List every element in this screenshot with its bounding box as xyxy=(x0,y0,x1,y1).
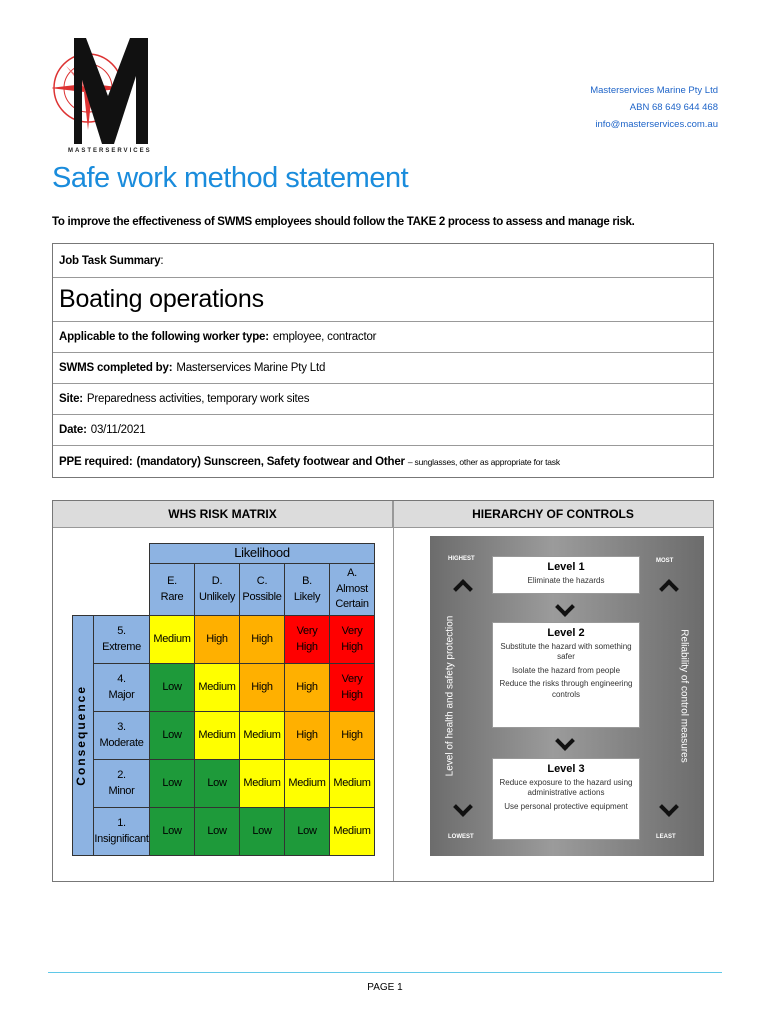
level-3-title: Level 3 xyxy=(547,763,585,775)
risk-cell: High xyxy=(285,664,330,712)
job-title-row xyxy=(53,278,713,322)
company-email[interactable]: info@masterservices.com.au xyxy=(595,119,718,130)
risk-cell: Low xyxy=(195,760,240,808)
likelihood-likely: B. Likely xyxy=(285,564,330,616)
risk-cell: Low xyxy=(150,760,195,808)
completed-by-row xyxy=(53,353,713,384)
risk-cell: Low xyxy=(285,808,330,856)
chevron-up-icon xyxy=(453,579,473,599)
level-2-box xyxy=(492,622,640,728)
likelihood-rare: E. Rare xyxy=(150,564,195,616)
consequence-moderate: 3. Moderate xyxy=(94,712,150,760)
chevron-down-icon xyxy=(555,731,575,751)
level-1-item: Eliminate the hazards xyxy=(527,576,605,585)
risk-cell: Low xyxy=(150,808,195,856)
date-value: 03/11/2021 xyxy=(90,424,146,436)
risk-cell: High xyxy=(285,712,330,760)
lowest-label: LOWEST xyxy=(448,834,474,840)
risk-cell: Medium xyxy=(240,760,285,808)
risk-cell: Very High xyxy=(285,616,330,664)
consequence-insignificant: 1. Insignificant xyxy=(94,808,150,856)
level-3-item: Use personal protective equipment xyxy=(504,801,628,811)
consequence-extreme: 5. Extreme xyxy=(94,616,150,664)
document-title: Safe work method statement xyxy=(52,162,409,194)
chevron-up-icon xyxy=(659,579,679,599)
worker-type-label: Applicable to the following worker type: xyxy=(59,331,269,343)
company-abn: ABN 68 649 644 468 xyxy=(629,102,718,113)
level-1-box xyxy=(492,556,640,594)
likelihood-possible: C. Possible xyxy=(240,564,285,616)
site-label: Site: xyxy=(59,393,83,405)
level-3-box xyxy=(492,758,640,840)
risk-cell: Very High xyxy=(330,616,375,664)
ppe-label: PPE required: xyxy=(59,455,133,468)
risk-cell: Medium xyxy=(150,616,195,664)
risk-cell: Medium xyxy=(330,808,375,856)
intro-text: To improve the effectiveness of SWMS employees should follow the TAKE 2 process to assess and manage risk. xyxy=(52,216,635,228)
job-task-summary-row xyxy=(53,244,713,278)
risk-cell: Medium xyxy=(240,712,285,760)
page-number: PAGE 1 xyxy=(367,982,403,993)
least-label: LEAST xyxy=(656,834,676,840)
risk-cell: High xyxy=(240,616,285,664)
risk-cell: Medium xyxy=(285,760,330,808)
consequence-major: 4. Major xyxy=(94,664,150,712)
level-3-item: Reduce exposure to the hazard using administrative actions xyxy=(499,778,633,798)
consequence-minor: 2. Minor xyxy=(94,760,150,808)
job-task-summary-label: Job Task Summary xyxy=(59,254,161,267)
risk-cell: Very High xyxy=(330,664,375,712)
footer-divider xyxy=(48,972,722,973)
risk-cell: High xyxy=(330,712,375,760)
date-label: Date: xyxy=(59,424,87,436)
most-label: MOST xyxy=(656,558,674,564)
likelihood-title: Likelihood xyxy=(150,544,375,564)
hierarchy-of-controls xyxy=(430,536,704,856)
chevron-down-icon xyxy=(555,597,575,617)
level-2-item: Substitute the hazard with something safer xyxy=(500,642,632,662)
panel-divider xyxy=(393,501,394,881)
risk-matrix xyxy=(72,543,375,856)
level-1-title: Level 1 xyxy=(547,561,585,573)
risk-cell: Low xyxy=(240,808,285,856)
masterservices-logo xyxy=(52,36,152,160)
risk-cell: Medium xyxy=(195,712,240,760)
risk-matrix-header: WHS RISK MATRIX xyxy=(53,501,393,528)
level-2-item: Reduce the risks through engineering controls xyxy=(499,679,633,699)
job-summary-table xyxy=(52,243,714,478)
hierarchy-header: HIERARCHY OF CONTROLS xyxy=(393,501,713,528)
site-value: Preparedness activities, temporary work sites xyxy=(86,393,310,405)
company-info xyxy=(590,82,718,133)
company-name: Masterservices Marine Pty Ltd xyxy=(590,85,718,96)
risk-cell: Low xyxy=(195,808,240,856)
date-row xyxy=(53,415,713,446)
risk-cell: High xyxy=(240,664,285,712)
site-row xyxy=(53,384,713,415)
likelihood-almost-certain: A. Almost Certain xyxy=(330,564,375,616)
completed-by-label: SWMS completed by: xyxy=(59,362,173,374)
reliability-axis-label: Reliability of control measures xyxy=(678,629,690,763)
risk-cell: Low xyxy=(150,712,195,760)
likelihood-unlikely: D. Unlikely xyxy=(195,564,240,616)
highest-label: HIGHEST xyxy=(448,556,475,562)
logo-brand-text: MASTERSERVICES xyxy=(68,148,152,154)
chevron-down-icon xyxy=(659,797,679,817)
worker-type-value: employee, contractor xyxy=(272,331,377,343)
ppe-row xyxy=(53,446,713,477)
level-2-item: Isolate the hazard from people xyxy=(511,665,621,675)
protection-axis-label: Level of health and safety protection xyxy=(444,615,456,777)
ppe-value: (mandatory) Sunscreen, Safety footwear and Other xyxy=(136,455,405,468)
risk-cell: Medium xyxy=(195,664,240,712)
risk-cell: Medium xyxy=(330,760,375,808)
level-2-title: Level 2 xyxy=(547,627,585,639)
risk-cell: Low xyxy=(150,664,195,712)
risk-cell: High xyxy=(195,616,240,664)
chevron-down-icon xyxy=(453,797,473,817)
job-title: Boating operations xyxy=(59,285,264,313)
completed-by-value: Masterservices Marine Pty Ltd xyxy=(176,362,326,374)
job-task-summary-colon: : xyxy=(160,254,164,267)
consequence-label: Consequence xyxy=(73,616,94,856)
worker-type-row xyxy=(53,322,713,353)
ppe-extra: – sunglasses, other as appropriate for task xyxy=(407,456,560,467)
